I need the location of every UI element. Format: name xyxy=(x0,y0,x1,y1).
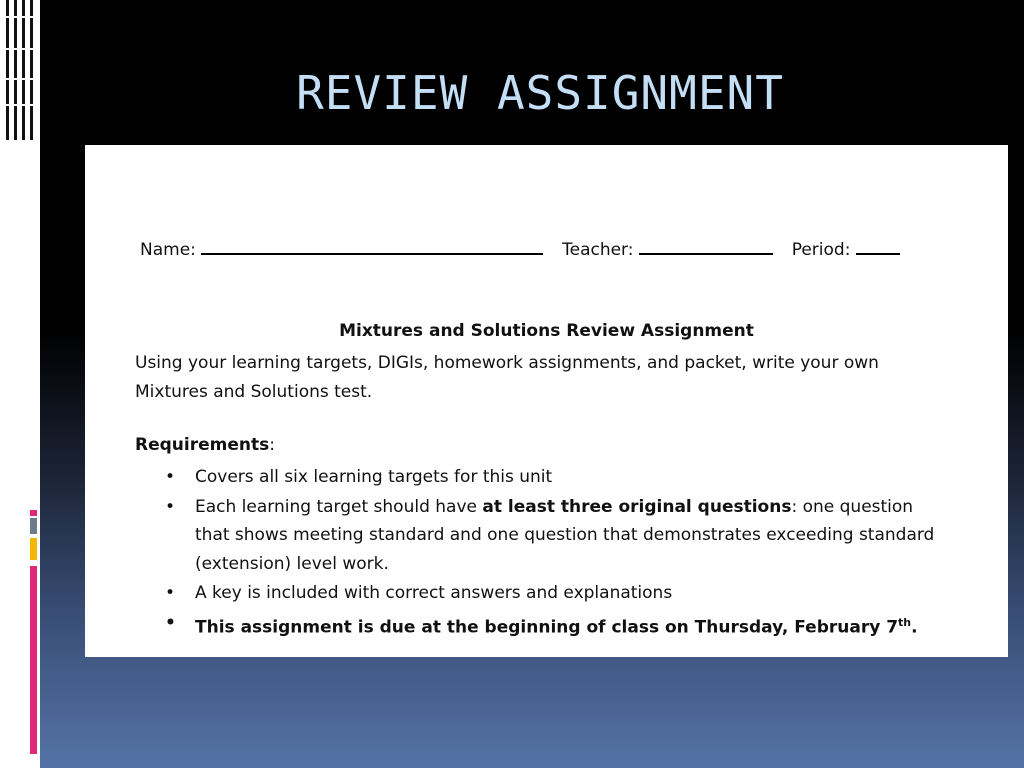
requirement-text-bold: at least three original questions xyxy=(482,496,792,517)
list-item xyxy=(163,493,943,579)
requirement-text-pre: Each learning target should have xyxy=(195,496,483,517)
requirements-heading xyxy=(135,435,275,455)
name-label: Name: xyxy=(140,240,196,260)
requirement-end: . xyxy=(911,617,918,638)
requirement-text: Covers all six learning targets for this unit xyxy=(195,467,553,487)
student-info-line xyxy=(140,237,900,260)
list-item xyxy=(163,579,943,608)
ordinal-suffix: th xyxy=(898,615,912,629)
bullet: • xyxy=(165,467,176,487)
assignment-document-image xyxy=(85,145,1008,657)
document-title: Mixtures and Solutions Review Assignment xyxy=(339,321,754,341)
name-blank xyxy=(201,237,543,255)
teacher-label: Teacher: xyxy=(562,240,634,260)
accent-gray xyxy=(30,518,37,534)
bullet: • xyxy=(165,583,176,603)
requirements-list xyxy=(163,463,943,643)
accent-pink-small xyxy=(30,510,37,516)
accent-yellow xyxy=(30,538,37,560)
teacher-blank xyxy=(639,237,773,255)
intro-paragraph: Using your learning targets, DIGIs, homework assignments, and packet, write your own Mixtures and Solutions test. xyxy=(135,353,879,402)
requirement-text: A key is included with correct answers and explanations xyxy=(195,583,673,603)
period-blank xyxy=(856,237,900,255)
requirements-colon: : xyxy=(269,435,275,455)
slide-title: REVIEW ASSIGNMENT xyxy=(296,66,784,120)
list-item xyxy=(163,463,943,492)
bullet: • xyxy=(165,612,176,633)
requirements-label: Requirements xyxy=(135,435,270,455)
requirement-text: This assignment is due at the beginning of class on Thursday, February 7 xyxy=(195,617,899,638)
period-label: Period: xyxy=(791,240,851,260)
list-item xyxy=(163,609,943,642)
bullet: • xyxy=(165,496,176,517)
accent-pink-bar xyxy=(30,566,37,754)
requirement-text-post: : one question that shows meeting standard and one question that demonstrates exceeding standard (extension) level work. xyxy=(195,496,935,574)
